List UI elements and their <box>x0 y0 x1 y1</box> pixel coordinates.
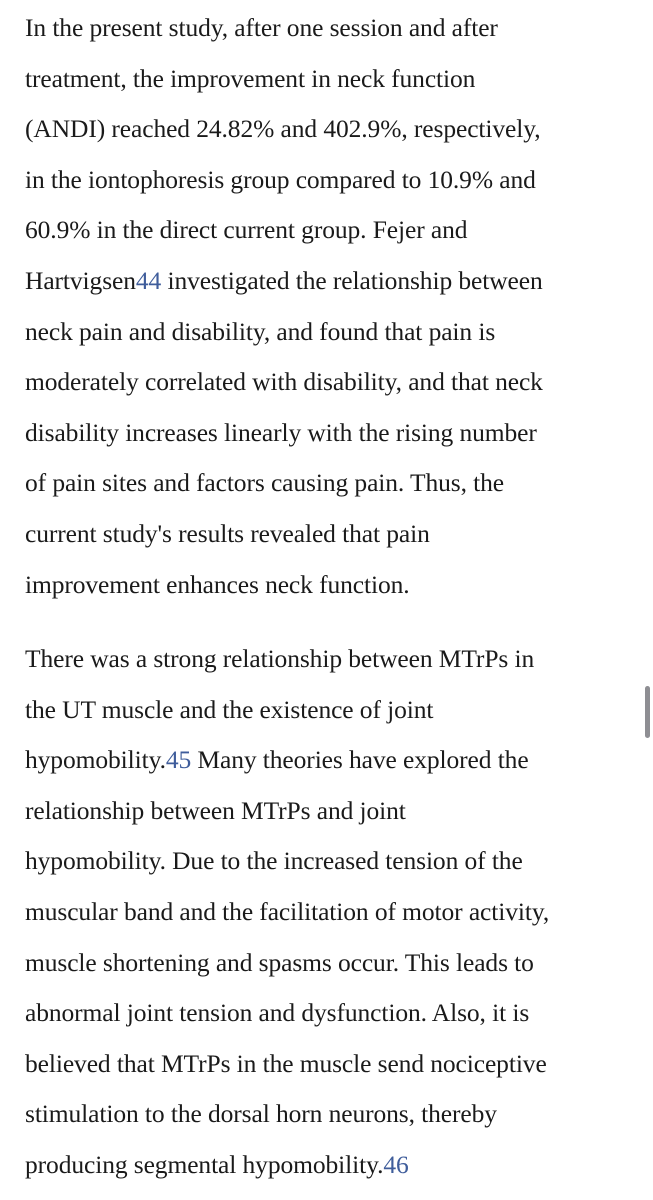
text-segment: moderately correlated with disability, and that neck <box>25 367 543 397</box>
text-segment: believed that MTrPs in the muscle send nociceptive <box>25 1048 547 1078</box>
text-line <box>25 357 543 408</box>
text-line <box>25 307 543 358</box>
text-segment: Hartvigsen <box>25 265 136 295</box>
reference-link[interactable]: 44 <box>135 265 162 295</box>
text-line <box>25 685 549 736</box>
text-line <box>25 155 543 206</box>
text-segment: muscle shortening and spasms occur. This leads to <box>25 947 534 977</box>
text-line <box>25 836 549 887</box>
text-segment: of pain sites and factors causing pain. Thus, the <box>25 468 505 498</box>
text-line <box>25 786 549 837</box>
text-line <box>25 205 543 256</box>
text-segment: producing segmental hypomobility. <box>25 1149 384 1179</box>
text-segment: There was a strong relationship between MTrPs in <box>25 644 535 673</box>
text-line <box>25 3 543 54</box>
text-line <box>25 509 543 560</box>
text-segment: investigated the relationship between <box>161 265 543 295</box>
paragraph <box>25 3 543 610</box>
text-segment: improvement enhances neck function. <box>25 569 410 599</box>
text-segment: hypomobility. Due to the increased tension of the <box>25 846 523 876</box>
text-line <box>25 735 549 786</box>
text-segment: stimulation to the dorsal horn neurons, thereby <box>25 1099 497 1129</box>
text-segment: the UT muscle and the existence of joint <box>25 694 434 724</box>
text-segment: disability increases linearly with the rising number <box>25 417 537 447</box>
reference-link[interactable]: 45 <box>165 745 192 775</box>
text-line <box>25 988 549 1039</box>
text-line <box>25 938 549 989</box>
text-line <box>25 634 549 685</box>
text-segment: hypomobility. <box>25 745 166 775</box>
text-line <box>25 1140 549 1191</box>
reference-link[interactable]: 46 <box>383 1149 409 1179</box>
text-line <box>25 54 543 105</box>
text-segment: relationship between MTrPs and joint <box>25 795 406 825</box>
scrollbar-thumb[interactable] <box>645 686 650 738</box>
text-segment: (ANDI) reached 24.82% and 402.9%, respectively, <box>25 114 541 144</box>
text-segment: abnormal joint tension and dysfunction. Also, it is <box>25 998 530 1028</box>
text-segment: In the present study, after one session and after <box>25 13 498 42</box>
text-line <box>25 560 543 611</box>
text-line <box>25 1089 549 1140</box>
text-segment: current study's results revealed that pain <box>25 518 430 548</box>
text-line <box>25 1039 549 1090</box>
text-line <box>25 104 543 155</box>
text-segment: 60.9% in the direct current group. Fejer and <box>25 215 468 245</box>
text-segment: treatment, the improvement in neck function <box>25 63 476 93</box>
text-line <box>25 408 543 459</box>
paragraph <box>25 634 549 1191</box>
text-line <box>25 256 543 307</box>
text-segment: Many theories have explored the <box>191 745 529 775</box>
text-segment: neck pain and disability, and found that pain is <box>25 316 496 346</box>
text-line <box>25 887 549 938</box>
text-segment: in the iontophoresis group compared to 10.9% and <box>25 164 536 194</box>
text-segment: muscular band and the facilitation of motor activity, <box>25 896 550 926</box>
text-line <box>25 458 543 509</box>
